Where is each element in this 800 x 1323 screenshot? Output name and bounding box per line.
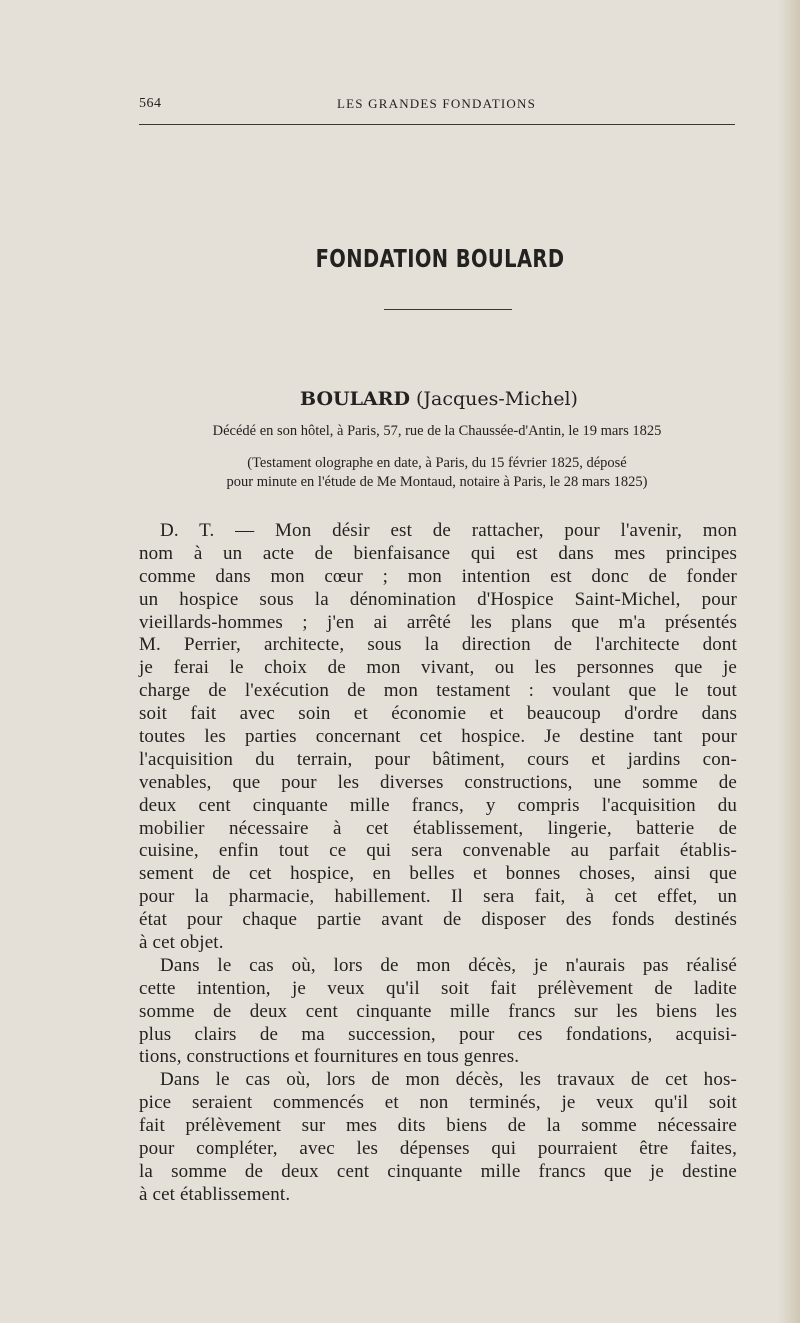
text-line: vieillards-hommes ; j'en ai arrêté les plans que m'a présentés [139, 611, 737, 633]
text-line: la somme de deux cent cinquante mille francs que je destine [139, 1160, 737, 1182]
text-line: venables, que pour les diverses constructions, une somme de [139, 771, 737, 793]
text-line: Dans le cas où, lors de mon décès, les travaux de cet hos- [160, 1069, 737, 1091]
text-line: nom à un acte de bienfaisance qui est dans mes principes [139, 542, 737, 564]
text-line: plus clairs de ma succession, pour ces fondations, acquisi- [139, 1023, 737, 1045]
text-line: tions, constructions et fournitures en tous genres. [139, 1046, 520, 1068]
text-line: l'acquisition du terrain, pour bâtiment, cours et jardins con- [139, 748, 737, 770]
subject-given-names: (Jacques-Michel) [415, 388, 578, 410]
running-head [139, 96, 735, 116]
text-line: Dans le cas où, lors de mon décès, je n'aurais pas réalisé [160, 954, 737, 976]
text-line: sement de cet hospice, en belles et bonnes choses, ainsi que [139, 863, 737, 885]
section-title: FONDATION BOULARD [315, 244, 565, 273]
text-line: pour la pharmacie, habillement. Il sera fait, à cet effet, un [139, 886, 737, 908]
text-line: M. Perrier, architecte, sous la direction de l'architecte dont [139, 634, 737, 656]
text-line: mobilier nécessaire à cet établissement, lingerie, batterie de [139, 817, 737, 839]
testament-note [139, 454, 735, 492]
text-line: à cet établissement. [139, 1183, 291, 1205]
paragraph [139, 520, 737, 955]
text-line: charge de l'exécution de mon testament : voulant que le tout [139, 680, 737, 702]
text-line: toutes les parties concernant cet hospice. Je destine tant pour [139, 726, 737, 748]
header-rule [139, 124, 735, 125]
text-line: fait prélèvement sur mes dits biens de la somme nécessaire [139, 1115, 737, 1137]
paragraph [139, 955, 737, 1069]
testament-note-line: pour minute en l'étude de Me Montaud, notaire à Paris, le 28 mars 1825) [226, 474, 648, 490]
testament-note-line: (Testament olographe en date, à Paris, du 15 février 1825, déposé [247, 455, 627, 471]
text-line: somme de deux cent cinquante mille francs sur les biens les [139, 1000, 737, 1022]
text-line: deux cent cinquante mille francs, y compris l'acquisition du [139, 794, 737, 816]
death-notice: Décédé en son hôtel, à Paris, 57, rue de la Chaussée-d'Antin, le 19 mars 1825 [212, 423, 662, 439]
text-line: pour compléter, avec les dépenses qui pourraient être faites, [139, 1138, 737, 1160]
subject-name [0, 388, 800, 410]
running-title: LES GRANDES FONDATIONS [337, 96, 537, 111]
text-line: un hospice sous la dénomination d'Hospice Saint-Michel, pour [139, 588, 737, 610]
title-rule [384, 309, 512, 310]
text-line: cette intention, je veux qu'il soit fait prélèvement de ladite [139, 977, 737, 999]
body-text [139, 520, 737, 1207]
paragraph [139, 1069, 737, 1206]
subject-surname: BOULARD [300, 388, 410, 410]
text-line: soit fait avec soin et économie et beaucoup d'ordre dans [139, 703, 737, 725]
text-line: comme dans mon cœur ; mon intention est donc de fonder [139, 565, 737, 587]
text-line: à cet objet. [139, 932, 224, 954]
text-line: état pour chaque partie avant de disposer des fonds destinés [139, 909, 737, 931]
text-line: cuisine, enfin tout ce qui sera convenable au parfait établis- [139, 840, 737, 862]
page-edge-shadow [778, 0, 800, 1323]
text-line: je ferai le choix de mon vivant, ou les personnes que je [139, 657, 737, 679]
text-line: D. T. — Mon désir est de rattacher, pour l'avenir, mon [160, 520, 737, 541]
page-number: 564 [139, 96, 162, 111]
text-line: pice seraient commencés et non terminés, je veux qu'il soit [139, 1092, 737, 1114]
